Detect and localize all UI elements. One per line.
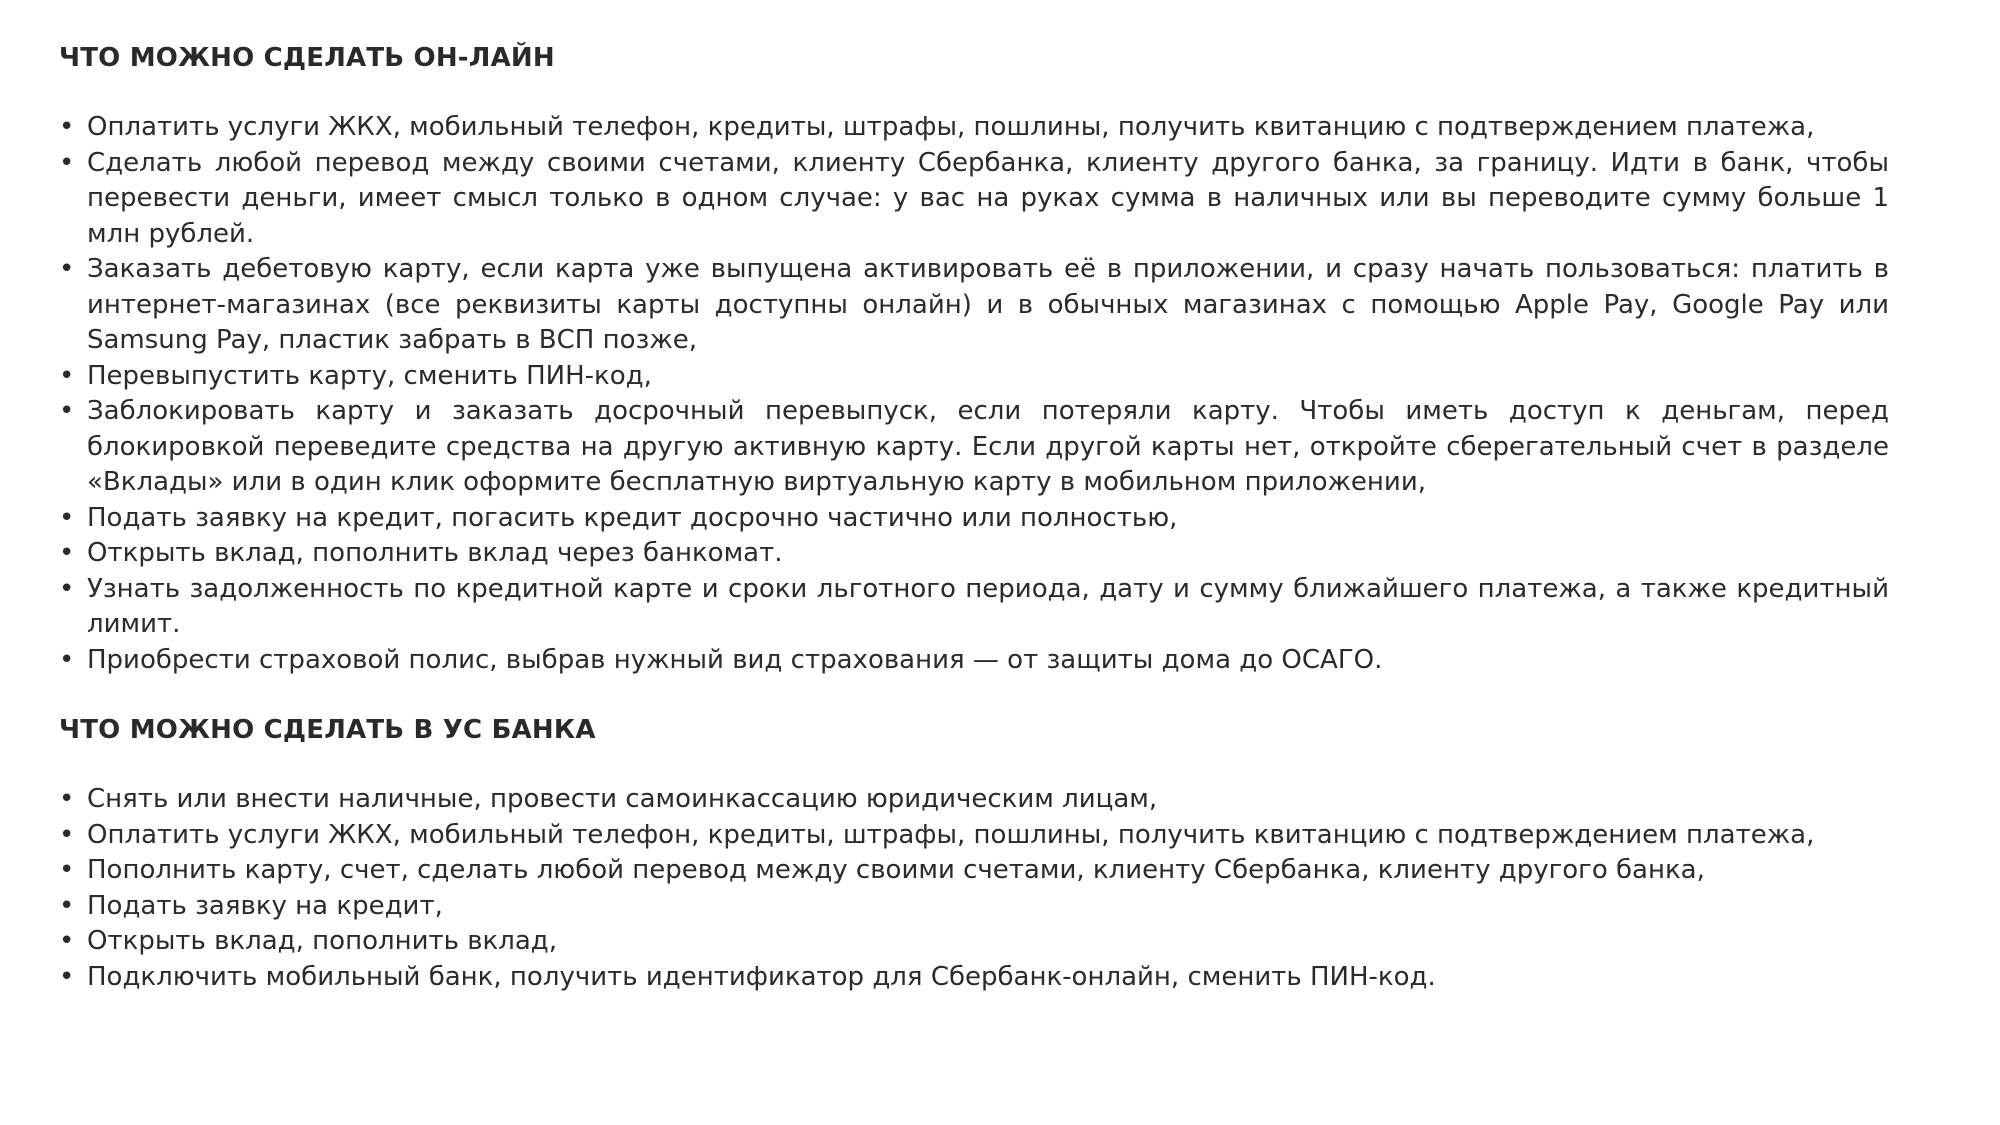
document-page [59, 40, 1889, 995]
list-item: • Открыть вклад, пополнить вклад, [59, 924, 1889, 960]
bank-office-actions-list [59, 782, 1889, 995]
list-item: • Заблокировать карту и заказать досрочный перевыпуск, если потеряли карту. Чтобы иметь доступ к деньгам, перед блокировкой переведите средства на другую активную карту. Если другой карты нет, откройте сберегательный счет в разделе «Вклады» или в один клик оформите бесплатную виртуальную карту в мобильном приложении, [59, 394, 1889, 501]
list-item: • Пополнить карту, счет, сделать любой перевод между своими счетами, клиенту Сбербанка, клиенту другого банка, [59, 853, 1889, 889]
list-item: • Сделать любой перевод между своими счетами, клиенту Сбербанка, клиенту другого банка, за границу. Идти в банк, чтобы перевести деньги, имеет смысл только в одном случае: у вас на руках сумма в наличных или вы переводите сумму больше 1 млн рублей. [59, 146, 1889, 253]
list-item: • Снять или внести наличные, провести самоинкассацию юридическим лицам, [59, 782, 1889, 818]
list-item: • Открыть вклад, пополнить вклад через банкомат. [59, 536, 1889, 572]
list-item: • Приобрести страховой полис, выбрав нужный вид страхования — от защиты дома до ОСАГО. [59, 643, 1889, 679]
list-item: • Подключить мобильный банк, получить идентификатор для Сбербанк-онлайн, сменить ПИН-код. [59, 960, 1889, 996]
list-item: • Перевыпустить карту, сменить ПИН-код, [59, 359, 1889, 395]
section-title-bank-office: ЧТО МОЖНО СДЕЛАТЬ В УС БАНКА [59, 715, 596, 745]
section-title-online: ЧТО МОЖНО СДЕЛАТЬ ОН-ЛАЙН [59, 43, 555, 73]
list-item: • Оплатить услуги ЖКХ, мобильный телефон, кредиты, штрафы, пошлины, получить квитанцию с подтверждением платежа, [59, 110, 1889, 146]
list-item: • Заказать дебетовую карту, если карта уже выпущена активировать её в приложении, и сразу начать пользоваться: платить в интернет-магазинах (все реквизиты карты доступны онлайн) и в обычных магазинах с помощью Apple Pay, Google Pay или Samsung Pay, пластик забрать в ВСП позже, [59, 252, 1889, 359]
list-item: • Подать заявку на кредит, [59, 889, 1889, 925]
list-item: • Оплатить услуги ЖКХ, мобильный телефон, кредиты, штрафы, пошлины, получить квитанцию с подтверждением платежа, [59, 818, 1889, 854]
list-item: • Подать заявку на кредит, погасить кредит досрочно частично или полностью, [59, 501, 1889, 537]
list-item: • Узнать задолженность по кредитной карте и сроки льготного периода, дату и сумму ближайшего платежа, а также кредитный лимит. [59, 572, 1889, 643]
online-actions-list [59, 110, 1889, 678]
